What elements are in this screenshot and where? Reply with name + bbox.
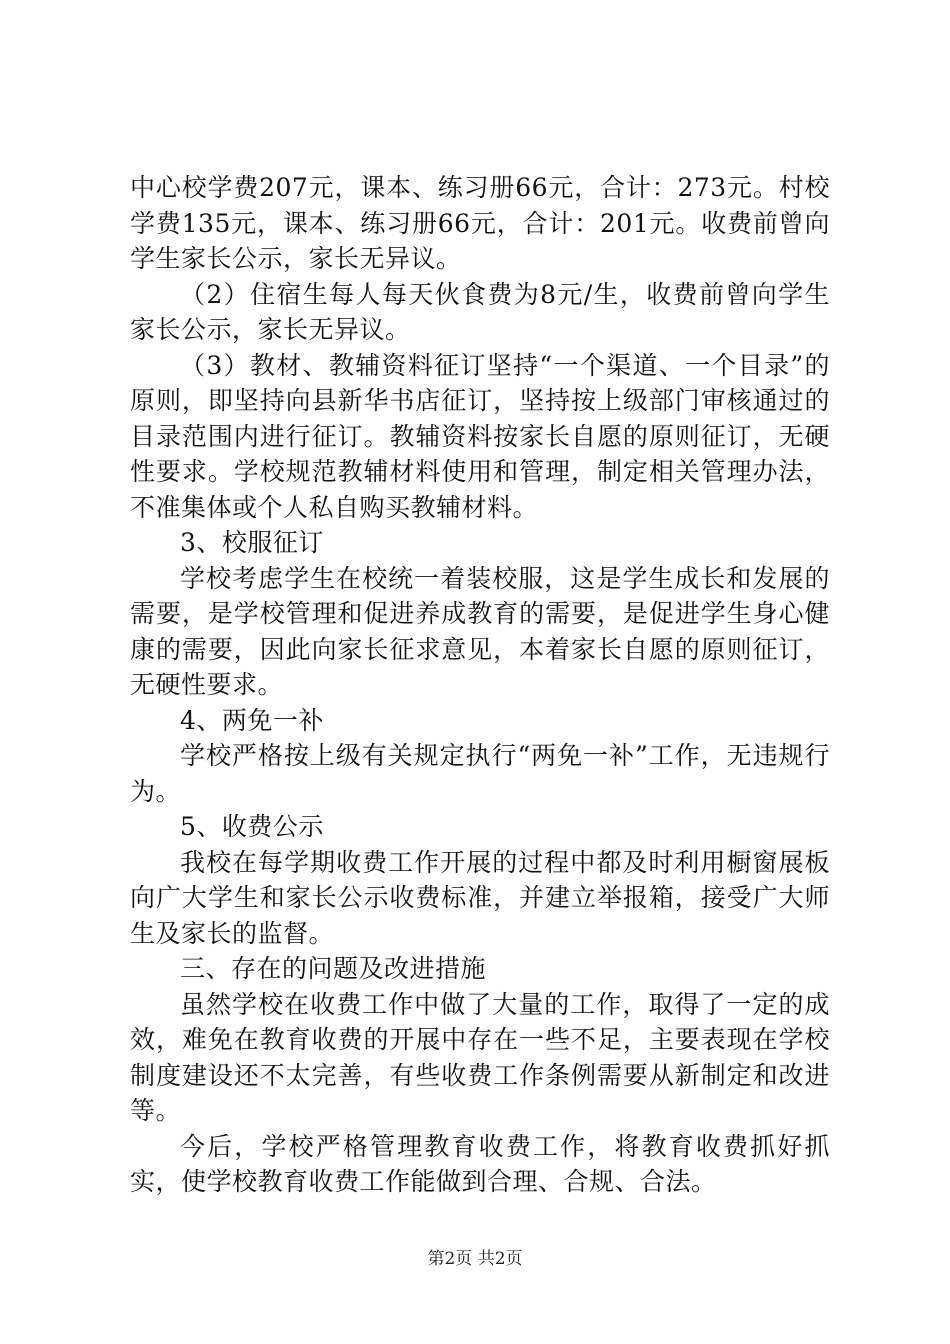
paragraph-two-exemptions-one-subsidy: 学校严格按上级有关规定执行“两免一补”工作，无违规行为。 [130,741,830,806]
paragraph-fee-publicity: 我校在每学期收费工作开展的过程中都及时利用橱窗展板向广大学生和家长公示收费标准，并建立举报箱，接受广大师生及家长的监督。 [130,847,830,948]
heading-problems-and-measures: 三、存在的问题及改进措施 [180,954,487,983]
heading-two-exemptions-one-subsidy: 4、两免一补 [180,705,324,735]
heading-fee-publicity: 5、收费公示 [180,812,324,841]
paragraph-future-plan: 今后，学校严格管理教育收费工作，将教育收费抓好抓实，使学校教育收费工作能做到合理、合规、合法。 [130,1131,830,1196]
paragraph-fees-summary: 中心校学费207元，课本、练习册66元，合计：273元。村校学费135元，课本、练习册66元，合计：201元。收费前曾向学生家长公示，家长无异议。 [130,173,830,273]
heading-uniform-ordering: 3、校服征订 [180,528,324,557]
document-body [130,170,830,1200]
page-number-footer: 第2页 共2页 [427,1249,523,1269]
paragraph-uniform-ordering: 学校考虑学生在校统一着装校服，这是学生成长和发展的需要，是学校管理和促进养成教育的需要，是促进学生身心健康的需要，因此向家长征求意见，本着家长自愿的原则征订，无硬性要求。 [130,563,830,699]
paragraph-boarding-meal-fee: （2）住宿生每人每天伙食费为8元/生，收费前曾向学生家长公示，家长无异议。 [130,279,830,344]
paragraph-problems: 虽然学校在收费工作中做了大量的工作，取得了一定的成效，难免在教育收费的开展中存在一些不足，主要表现在学校制度建设还不太完善，有些收费工作条例需要从新制定和改进等。 [130,989,830,1125]
paragraph-textbook-ordering: （3）教材、教辅资料征订坚持“一个渠道、一个目录”的原则，即坚持向县新华书店征订，坚持按上级部门审核通过的目录范围内进行征订。教辅资料按家长自愿的原则征订，无硬性要求。学校规范教辅材料使用和管理，制定相关管理办法，不准集体或个人私自购买教辅材料。 [130,350,830,522]
